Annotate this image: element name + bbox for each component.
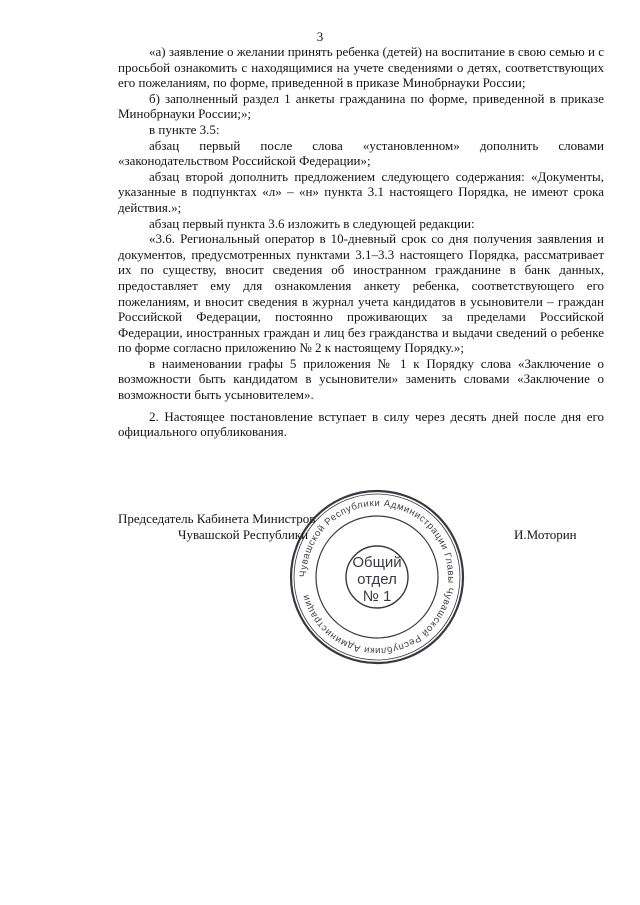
stamp-center-line3: № 1 [362, 588, 392, 605]
paragraph-3-6-text: «3.6. Региональный оператор в 10-дневный срок со дня получения заявления и документов, предусмотренных пунктами 3.1–3.3 настоящего Порядка, рассматривает их по существу, вносит сведения об иностранном гражданине в банк данных, предоставляет ему для ознакомления анкету ребенка, соответствующего его пожеланиям, и вносит сведения в журнал учета кандидатов в усыновители – граждан Российской Федерации, постоянно проживающих за пределами Российской Федерации, иностранных граждан и лиц без гражданства и выдачи сведений о ребенке по форме согласно приложению № 2 к настоящему Порядку.»; [118, 231, 604, 356]
paragraph-clause-3-5: в пункте 3.5: [149, 121, 220, 137]
document-body [118, 44, 604, 440]
signatory-title-line1: Председатель Кабинета Министров [118, 511, 316, 526]
paragraph-appendix-5: в наименовании графы 5 приложения № 1 к Порядку слова «Заключение о возможности быть кандидатом в усыновители» заменить словами «Заключение о возможности быть усыновителем». [118, 355, 604, 403]
paragraph-item-b: б) заполненный раздел 1 анкеты гражданина по форме, приведенной в приказе Минобрнауки России;»; [118, 90, 604, 122]
signatory-title-line2: Чувашской Республики [178, 527, 309, 542]
paragraph-item-a: «а) заявление о желании принять ребенка (детей) на воспитание в свою семью и с просьбой ознакомить с находящимися на учете сведениями о детях, соответствующих его пожеланиям, по форме, приведенной в приказе Минобрнауки России; [118, 44, 604, 91]
paragraph-3-5-first: абзац первый после слова «установленном» дополнить словами «законодательством Российской Федерации»; [118, 137, 604, 169]
paragraph-clause-3-6: абзац первый пункта 3.6 изложить в следующей редакции: [149, 215, 475, 231]
stamp-center-line1: Общий [352, 554, 402, 571]
official-stamp [287, 487, 467, 667]
paragraph-effective-date: 2. Настоящее постановление вступает в силу через десять дней после дня его официального опубликования. [118, 408, 604, 440]
page-number: 3 [316, 29, 324, 44]
stamp-center-line2: отдел [357, 571, 397, 588]
paragraph-3-5-second: абзац второй дополнить предложением следующего содержания: «Документы, указанные в подпунктах «л» – «н» пункта 3.1 настоящего Порядка, не имеют срока действия.»; [118, 168, 604, 215]
stamp-ring-text: Чувашской Республики Администрации Главы Чувашской Республики Администрации [297, 497, 457, 657]
signatory-name: И.Моторин [514, 527, 577, 542]
